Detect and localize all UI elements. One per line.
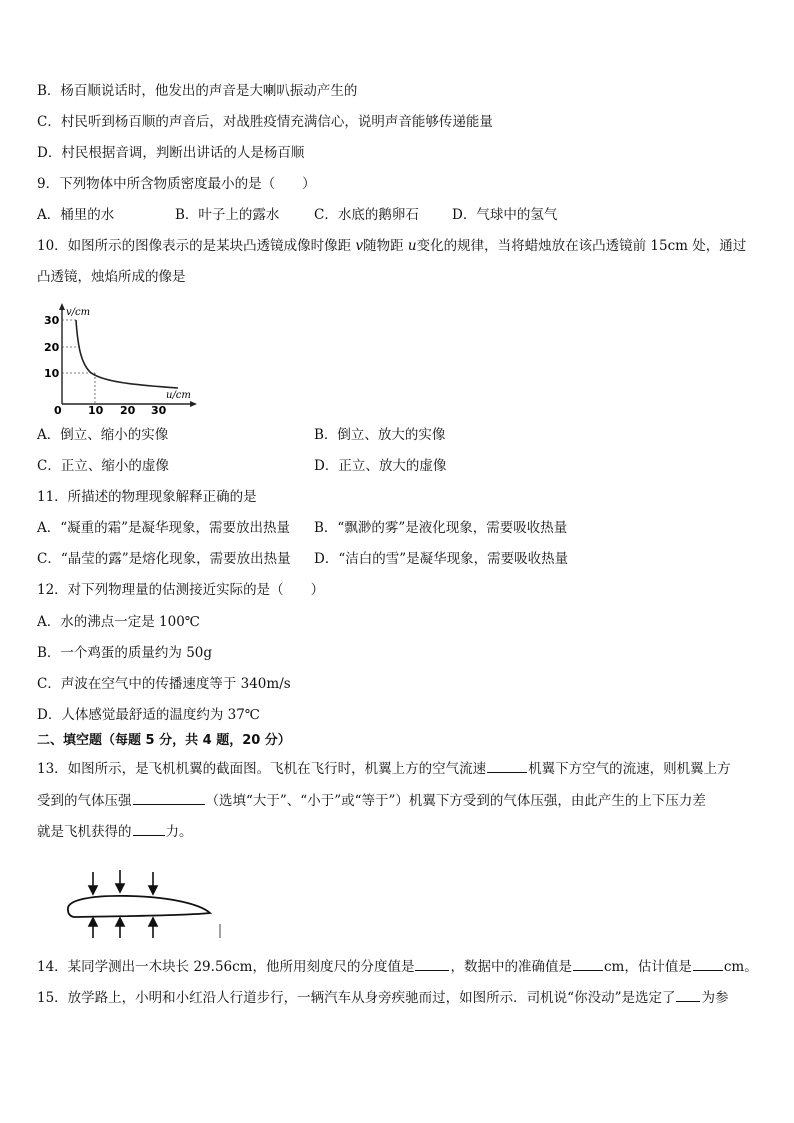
q12-option-a: A．水的沸点一定是 100℃ bbox=[37, 614, 200, 630]
q10-stem-part2: 随物距 bbox=[363, 238, 408, 254]
q13-part1: 13．如图所示，是飞机机翼的截面图。飞机在飞行时，机翼上方的空气流速 bbox=[37, 761, 487, 777]
q9-stem: 9．下列物体中所含物质密度最小的是（ ） bbox=[37, 176, 316, 192]
q14-part3: cm，估计值是 bbox=[603, 959, 692, 975]
q15-part1: 15．放学路上，小明和小红沿人行道步行，一辆汽车从身旁疾驰而过，如图所示．司机说“你没动”是选定了 bbox=[37, 990, 676, 1006]
q14-blank-2[interactable] bbox=[573, 956, 603, 971]
q11-stem: 11．所描述的物理现象解释正确的是 bbox=[37, 489, 257, 505]
q15-line bbox=[37, 987, 728, 1008]
q10-option-d: D．正立、放大的虚像 bbox=[314, 458, 447, 474]
q10-stem-part3: 变化的规律，当将蜡烛放在该凸透镜前 15cm 处，通过 bbox=[416, 238, 747, 254]
q10-var-v: v bbox=[355, 238, 364, 254]
q15-blank-1[interactable] bbox=[676, 987, 700, 1002]
q10-option-c: C．正立、缩小的虚像 bbox=[37, 458, 169, 474]
x-tick-0: 0 bbox=[54, 404, 62, 414]
q14-part4: cm。 bbox=[723, 959, 758, 975]
q11-option-b: B．“飘渺的雾”是液化现象，需要吸收热量 bbox=[314, 520, 568, 536]
y-axis-label: v/cm bbox=[66, 307, 91, 318]
q14-blank-1[interactable] bbox=[415, 956, 449, 971]
upward-arrows bbox=[89, 918, 157, 938]
q13-blank-3[interactable] bbox=[133, 821, 165, 836]
q11-option-c: C．“晶莹的露”是熔化现象，需要放出热量 bbox=[37, 551, 291, 567]
q14-blank-3[interactable] bbox=[693, 956, 723, 971]
q11-option-d: D．“洁白的雪”是凝华现象，需要吸收热量 bbox=[314, 551, 569, 567]
q13-wing-cross-section bbox=[60, 866, 228, 940]
q10-option-b: B．倒立、放大的实像 bbox=[314, 427, 446, 443]
y-tick-20: 20 bbox=[44, 341, 60, 354]
x-tick-30: 30 bbox=[151, 404, 167, 414]
q13-blank-1[interactable] bbox=[487, 758, 527, 773]
x-tick-10: 10 bbox=[88, 404, 104, 414]
y-tick-30: 30 bbox=[44, 314, 60, 327]
q8-option-c: C．村民听到杨百顺的声音后，对战胜疫情充满信心，说明声音能够传递能量 bbox=[37, 114, 493, 130]
q10-stem bbox=[37, 236, 746, 256]
q13-line3 bbox=[37, 821, 193, 842]
q14-line bbox=[37, 956, 758, 977]
q13-part5: 就是飞机获得的 bbox=[37, 824, 132, 840]
x-axis-label: u/cm bbox=[166, 390, 191, 401]
q12-stem: 12．对下列物理量的估测接近实际的是（ ） bbox=[37, 582, 325, 598]
wing-airfoil bbox=[68, 896, 210, 917]
q10-stem-line2: 凸透镜，烛焰所成的像是 bbox=[37, 269, 186, 285]
q12-option-c: C．声波在空气中的传播速度等于 340m/s bbox=[37, 676, 291, 692]
q12-option-d: D．人体感觉最舒适的温度约为 37℃ bbox=[37, 707, 260, 723]
q9-option-d: D．气球中的氢气 bbox=[452, 207, 558, 223]
q13-part4: （选填“大于”、“小于”或“等于”）机翼下方受到的气体压强，由此产生的上下压力差 bbox=[205, 793, 706, 809]
q9-option-b: B．叶子上的露水 bbox=[175, 207, 280, 223]
q13-part6: 力。 bbox=[165, 824, 193, 840]
q11-option-a: A．“凝重的霜”是凝华现象，需要放出热量 bbox=[37, 520, 291, 536]
q10-option-a: A．倒立、缩小的实像 bbox=[37, 427, 169, 443]
q15-part2: 为参 bbox=[701, 990, 729, 1006]
q10-image-distance-graph bbox=[40, 302, 200, 414]
q13-line1 bbox=[37, 758, 731, 779]
downward-arrows bbox=[89, 870, 157, 894]
q8-option-d: D．村民根据音调，判断出讲话的人是杨百顺 bbox=[37, 145, 305, 161]
q8-option-b: B．杨百顺说话时，他发出的声音是大喇叭振动产生的 bbox=[37, 83, 358, 99]
y-tick-10: 10 bbox=[44, 367, 60, 380]
q14-part2: ，数据中的准确值是 bbox=[450, 959, 572, 975]
section-heading-fill-blank: 二、填空题（每题 5 分，共 4 题，20 分） bbox=[37, 733, 291, 748]
q9-option-a: A．桶里的水 bbox=[37, 207, 115, 223]
q13-part2: 机翼下方空气的流速，则机翼上方 bbox=[528, 761, 731, 777]
q14-part1: 14．某同学测出一木块长 29.56cm，他所用刻度尺的分度值是 bbox=[37, 959, 415, 975]
q13-part3: 受到的气体压强 bbox=[37, 793, 132, 809]
q10-stem-part1: 10．如图所示的图像表示的是某块凸透镜成像时像距 bbox=[37, 238, 356, 254]
q12-option-b: B．一个鸡蛋的质量约为 50g bbox=[37, 645, 213, 661]
q9-option-c: C．水底的鹅卵石 bbox=[314, 207, 419, 223]
q13-line2 bbox=[37, 790, 706, 811]
q13-blank-2[interactable] bbox=[133, 790, 205, 805]
q10-var-u: u bbox=[407, 238, 417, 254]
x-tick-20: 20 bbox=[120, 404, 136, 414]
